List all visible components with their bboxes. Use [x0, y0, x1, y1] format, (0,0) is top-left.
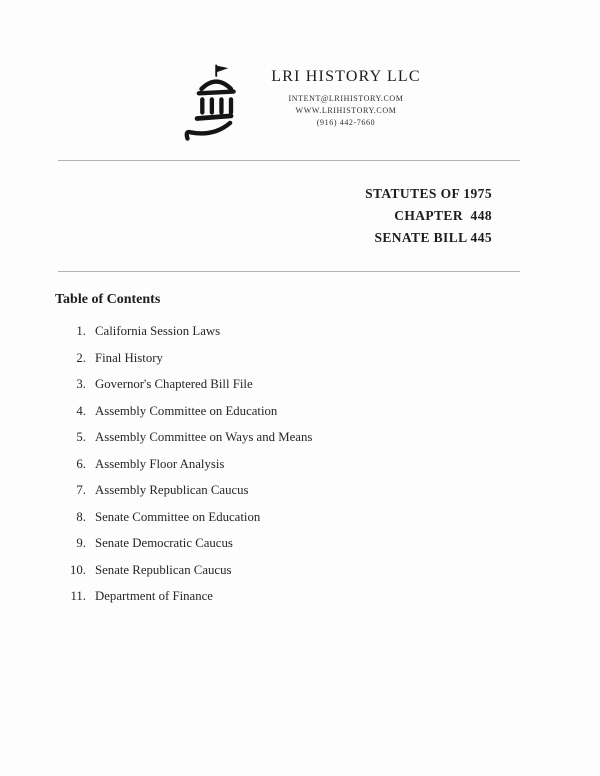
toc-item-label: Governor's Chaptered Bill File: [95, 377, 253, 391]
company-name: LRI HISTORY LLC: [271, 68, 421, 85]
toc-item: [0, 483, 600, 498]
toc-item: [0, 377, 600, 392]
toc-item-number: 4.: [76, 403, 86, 418]
letterhead: [0, 0, 600, 142]
toc-item-number: 1.: [76, 324, 86, 338]
chapter-line: CHAPTER 448: [394, 208, 492, 223]
toc-item: [0, 324, 600, 339]
toc-item-label: Assembly Republican Caucus: [95, 483, 249, 497]
toc-item: [0, 589, 600, 604]
toc-item: [0, 510, 600, 525]
toc-item-number: 9.: [76, 536, 86, 550]
company-phone: (916) 442-7660: [316, 118, 376, 127]
toc-item-label: Senate Democratic Caucus: [95, 536, 233, 550]
letterhead-text: [271, 60, 421, 129]
company-email: INTENT@LRIHISTORY.COM: [288, 94, 404, 103]
toc-item-label: Final History: [95, 350, 163, 365]
divider-top: [58, 160, 520, 161]
toc-item: [0, 404, 600, 419]
senate-bill-line: SENATE BILL 445: [374, 230, 492, 245]
toc-item-label: Assembly Committee on Education: [95, 403, 278, 418]
toc-item-label: Senate Republican Caucus: [95, 562, 232, 577]
toc-item-label: California Session Laws: [95, 324, 221, 338]
divider-bottom: [58, 271, 520, 272]
toc-list: [0, 324, 600, 604]
toc-item-number: 3.: [76, 377, 86, 391]
toc-item-number: 10.: [70, 562, 86, 577]
toc-item-number: 2.: [76, 350, 86, 365]
toc-item: [0, 536, 600, 551]
statutes-line: STATUTES OF 1975: [365, 186, 492, 201]
toc-item-number: 7.: [76, 483, 86, 497]
toc-item: [0, 563, 600, 578]
toc-item: [0, 430, 600, 445]
toc-item-number: 8.: [76, 509, 86, 524]
statute-title-block: [0, 183, 492, 249]
toc-item-number: 5.: [76, 430, 86, 444]
toc-item: [0, 351, 600, 366]
toc-heading: Table of Contents: [55, 292, 161, 307]
toc-item-label: Assembly Committee on Ways and Means: [95, 430, 313, 444]
toc-item: [0, 457, 600, 472]
capitol-sketch-icon: [179, 62, 243, 142]
company-website: WWW.LRIHISTORY.COM: [295, 106, 397, 115]
toc-item-label: Assembly Floor Analysis: [95, 456, 225, 471]
toc-item-label: Senate Committee on Education: [95, 509, 261, 524]
toc-item-number: 6.: [76, 456, 86, 471]
toc-item-number: 11.: [70, 589, 86, 603]
toc-item-label: Department of Finance: [95, 589, 213, 603]
